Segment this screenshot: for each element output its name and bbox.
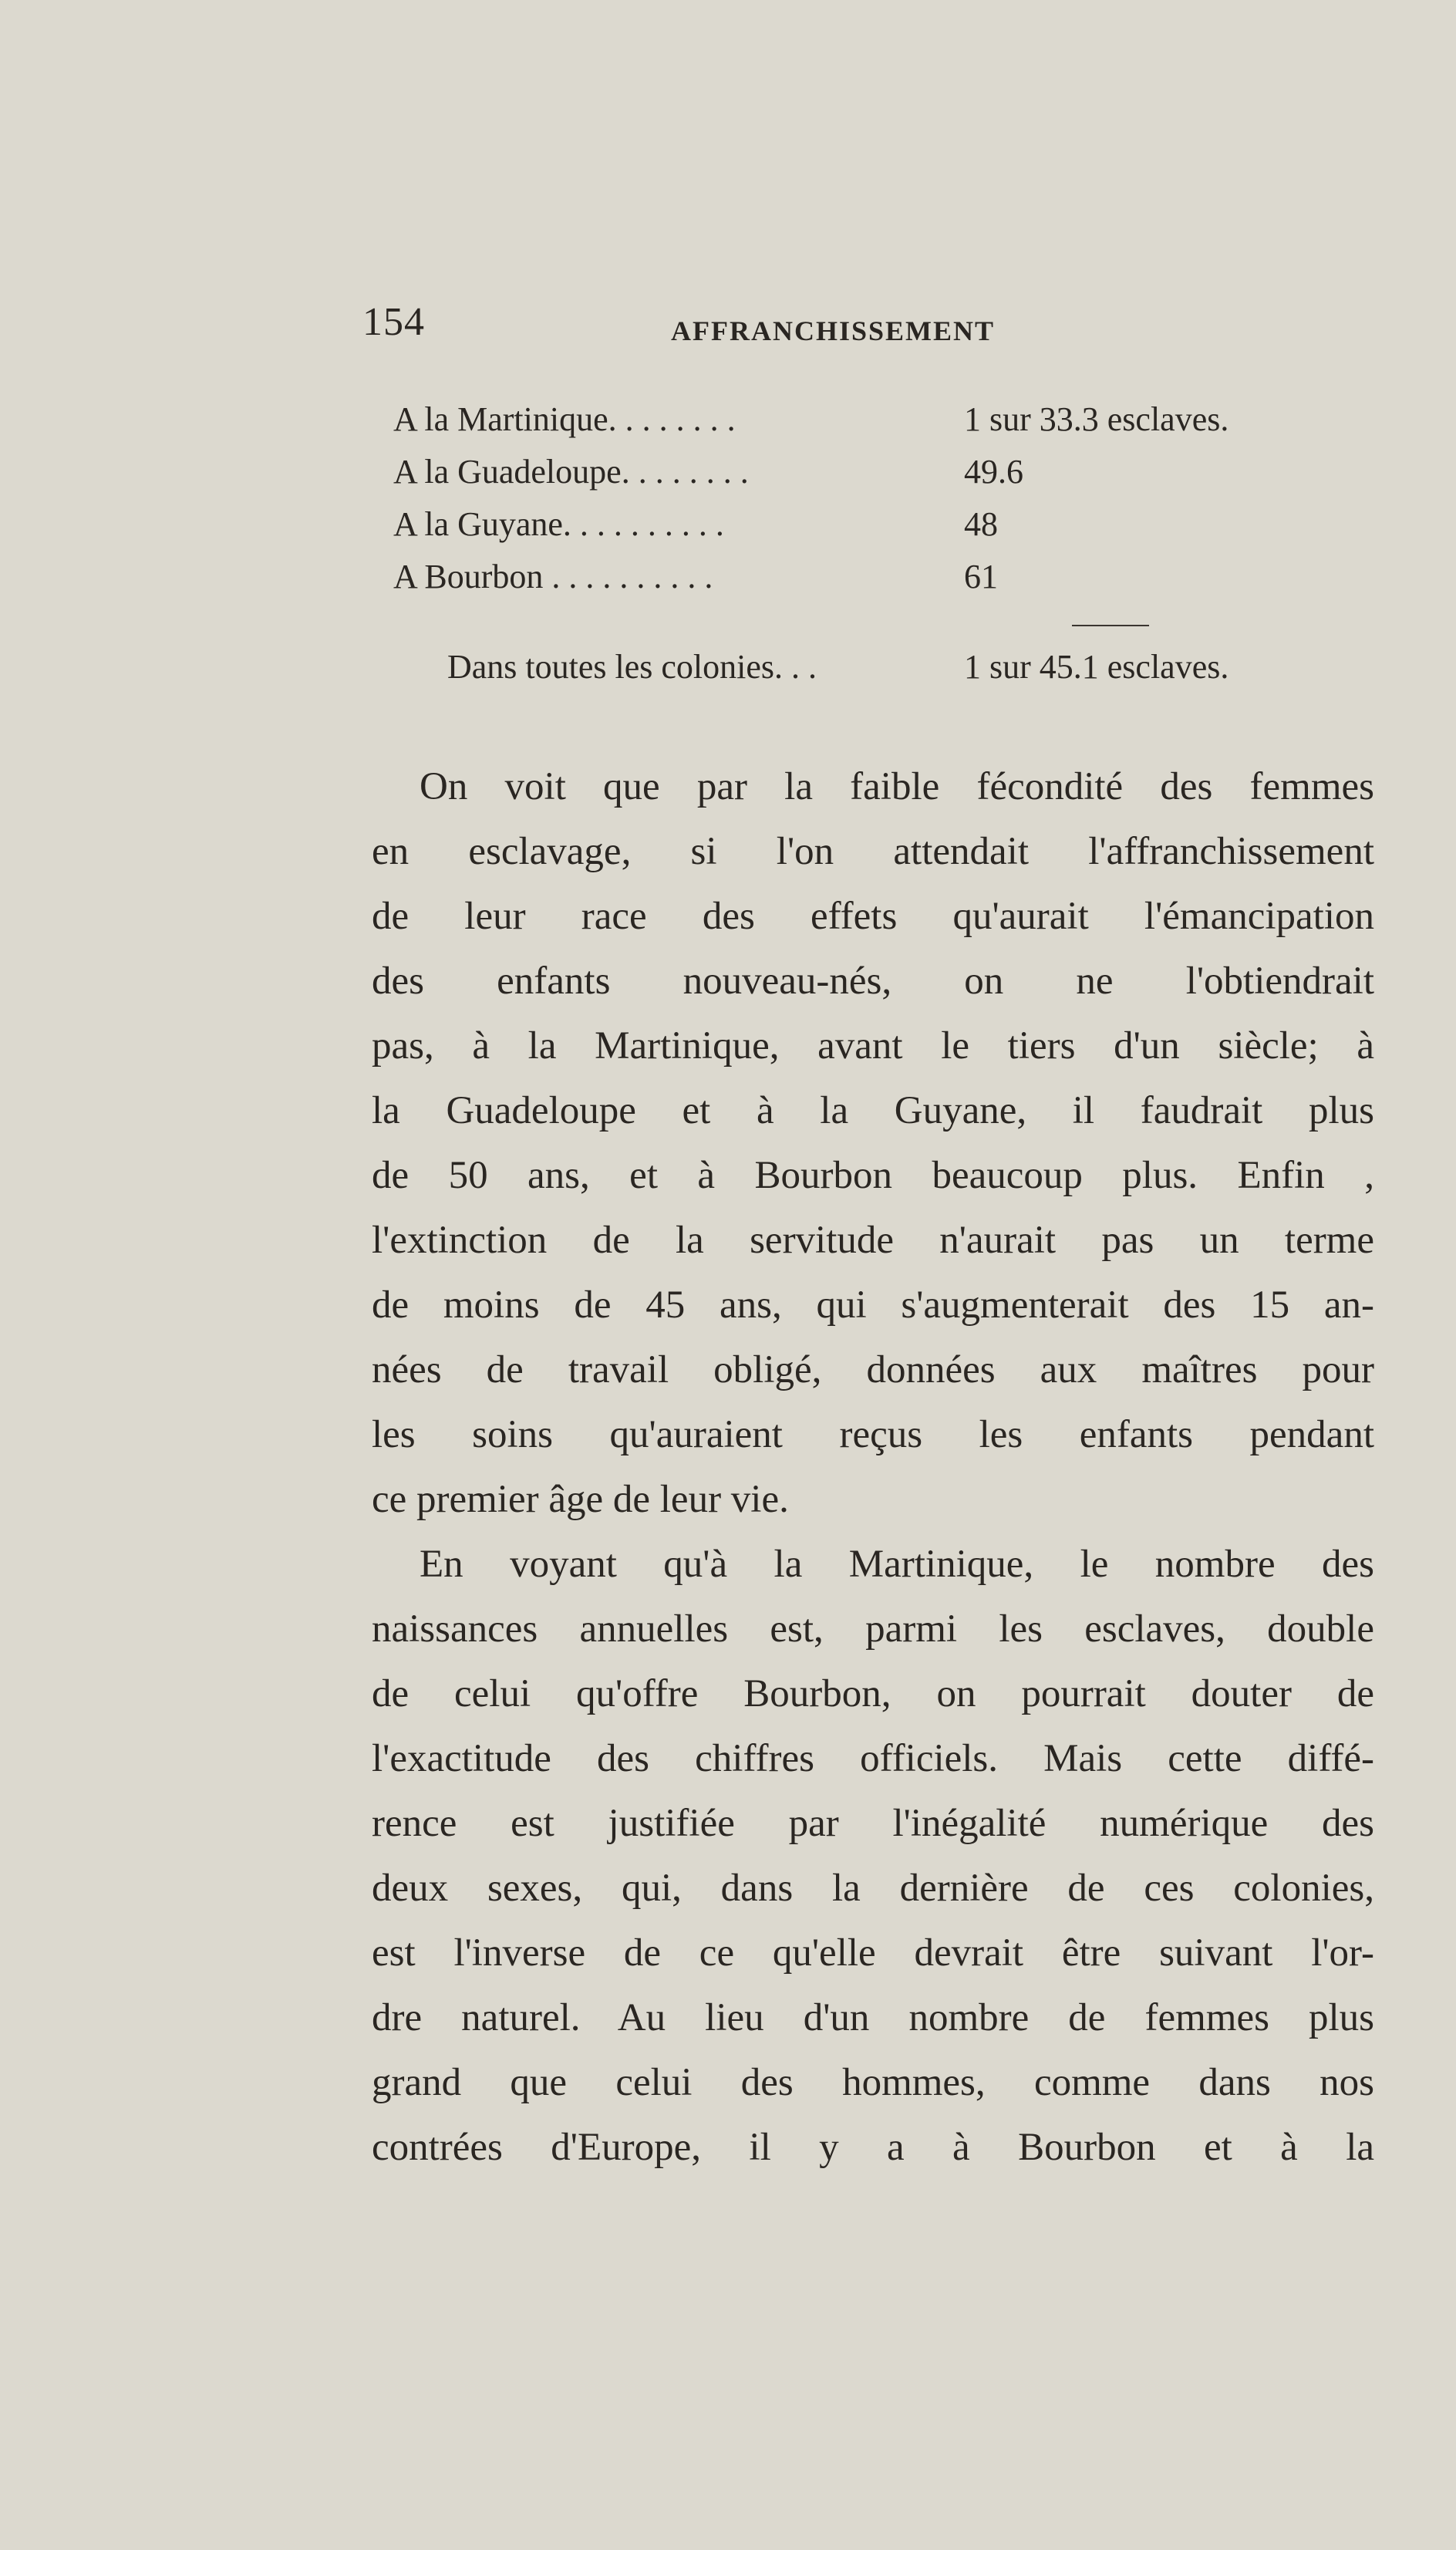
text-line: pas, à la Martinique, avant le tiers d'un siècle; à bbox=[372, 1024, 1374, 1068]
text-line: En voyant qu'à la Martinique, le nombre des bbox=[420, 1543, 1374, 1586]
text-line: l'extinction de la servitude n'aurait pas un terme bbox=[372, 1219, 1374, 1262]
text-line: les soins qu'auraient reçus les enfants pendant bbox=[372, 1413, 1374, 1456]
text-line: rence est justifiée par l'inégalité numérique des bbox=[372, 1802, 1374, 1845]
body-text bbox=[372, 754, 1374, 2180]
stat-row-total bbox=[447, 640, 1450, 694]
stat-label: A Bourbon . . . . . . . . . . bbox=[393, 558, 713, 595]
page-header bbox=[362, 299, 1380, 353]
stat-label: A la Guyane. . . . . . . . . . bbox=[393, 505, 724, 543]
text-line: des enfants nouveau-nés, on ne l'obtiendrait bbox=[372, 960, 1374, 1003]
stat-row-guyane bbox=[393, 498, 1396, 551]
text-line: contrées d'Europe, il y a à Bourbon et à la bbox=[372, 2126, 1374, 2169]
text-line: l'exactitude des chiffres officiels. Mais cette diffé- bbox=[372, 1737, 1374, 1780]
running-title: AFFRANCHISSEMENT bbox=[671, 315, 996, 346]
stat-value: 61 bbox=[964, 558, 998, 595]
paragraph-1 bbox=[372, 754, 1374, 1532]
total-label: Dans toutes les colonies. . . bbox=[447, 648, 817, 686]
stat-row-bourbon bbox=[393, 551, 1396, 603]
stat-value: 49.6 bbox=[964, 453, 1023, 491]
stat-label: A la Guadeloupe. . . . . . . . bbox=[393, 453, 749, 491]
text-line: de moins de 45 ans, qui s'augmenterait des 15 an- bbox=[372, 1283, 1374, 1327]
paragraph-2 bbox=[372, 1532, 1374, 2180]
text-line: grand que celui des hommes, comme dans nos bbox=[372, 2061, 1374, 2104]
text-line: naissances annuelles est, parmi les esclaves, double bbox=[372, 1607, 1374, 1651]
text-line: la Guadeloupe et à la Guyane, il faudrait plus bbox=[372, 1089, 1374, 1132]
text-line: deux sexes, qui, dans la dernière de ces colonies, bbox=[372, 1867, 1374, 1910]
statistics-table bbox=[393, 393, 1396, 686]
text-line: est l'inverse de ce qu'elle devrait être suivant l'or- bbox=[372, 1931, 1374, 1975]
text-line: de celui qu'offre Bourbon, on pourrait douter de bbox=[372, 1672, 1374, 1715]
stat-value: 1 sur 33.3 esclaves. bbox=[964, 400, 1229, 438]
stat-value: 48 bbox=[964, 505, 998, 543]
text-line: dre naturel. Au lieu d'un nombre de femmes plus bbox=[372, 1996, 1374, 2039]
text-line: On voit que par la faible fécondité des femmes bbox=[420, 765, 1374, 808]
total-rule bbox=[1072, 625, 1149, 626]
text-line: de 50 ans, et à Bourbon beaucoup plus. Enfin , bbox=[372, 1154, 1374, 1197]
total-value: 1 sur 45.1 esclaves. bbox=[964, 648, 1229, 686]
text-line: de leur race des effets qu'aurait l'émancipation bbox=[372, 895, 1374, 938]
stat-label: A la Martinique. . . . . . . . bbox=[393, 400, 736, 438]
text-line: nées de travail obligé, données aux maîtres pour bbox=[372, 1348, 1374, 1391]
stat-row-martinique bbox=[393, 393, 1396, 446]
text-line: ce premier âge de leur vie. bbox=[372, 1478, 789, 1521]
page-number: 154 bbox=[362, 300, 425, 344]
text-line: en esclavage, si l'on attendait l'affranchissement bbox=[372, 830, 1374, 873]
stat-row-guadeloupe bbox=[393, 446, 1396, 498]
